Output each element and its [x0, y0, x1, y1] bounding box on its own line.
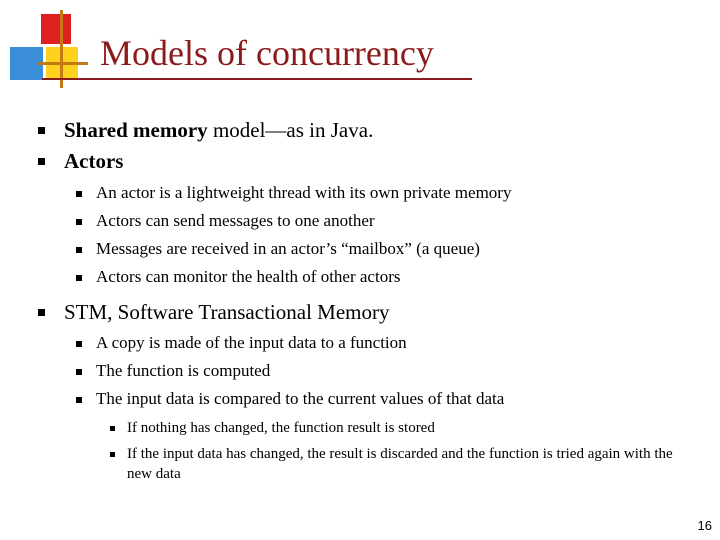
sub-bullet-text: An actor is a lightweight thread with its own private memory — [96, 183, 512, 202]
sub-sub-bullet — [127, 418, 697, 438]
sub-bullet-text: The function is computed — [96, 361, 271, 380]
bullet-text: STM, Software Transactional Memory — [64, 300, 390, 324]
page-number: 16 — [697, 518, 712, 533]
sub-bullet-text: Actors can send messages to one another — [96, 211, 375, 230]
sub-bullet-text: The input data is compared to the current values of that data — [96, 389, 505, 408]
sub-bullet-text: Messages are received in an actor’s “mailbox” (a queue) — [96, 239, 480, 258]
bullet-square-icon — [76, 247, 82, 253]
sub-bullet-text: A copy is made of the input data to a function — [96, 333, 407, 352]
bullet-square-icon — [76, 275, 82, 281]
title-underline — [42, 78, 472, 80]
sub-sub-bullet-text: If the input data has changed, the result is discarded and the function is tried again with the new data — [127, 446, 673, 482]
bullet-square-icon — [110, 452, 115, 457]
sub-sub-bullet — [127, 444, 697, 484]
bullet-square-icon — [38, 309, 45, 316]
bullet-square-icon — [38, 158, 45, 165]
slide-logo-icon — [0, 0, 110, 95]
bullet-square-icon — [76, 341, 82, 347]
bullet-square-icon — [76, 369, 82, 375]
bullet-square-icon — [76, 397, 82, 403]
bullet-square-icon — [76, 191, 82, 197]
sub-bullet-text: Actors can monitor the health of other actors — [96, 267, 401, 286]
bullet-square-icon — [76, 219, 82, 225]
bullet-text: model—as in Java. — [207, 118, 374, 142]
bullet-square-icon — [110, 426, 115, 431]
slide-title: Models of concurrency — [100, 33, 434, 73]
bullet-square-icon — [38, 127, 45, 134]
sub-sub-bullet-text: If nothing has changed, the function result is stored — [127, 420, 435, 436]
bullet-text: Actors — [64, 149, 124, 173]
bullet-bold-text: Shared memory — [64, 118, 208, 142]
